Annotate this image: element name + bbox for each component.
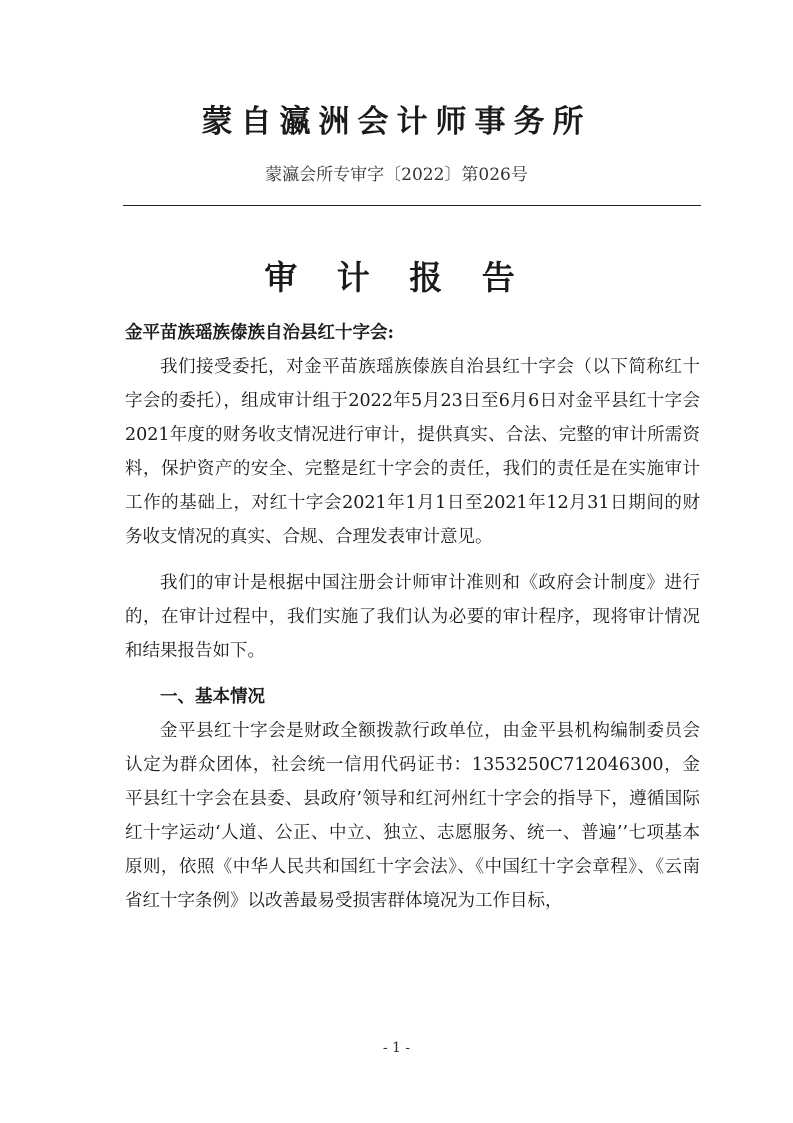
addressee: 金平苗族瑶族傣族自治县红十字会:: [125, 323, 394, 343]
section-heading-basic-info: 一、基本情况: [160, 687, 265, 707]
page-number: - 1 -: [382, 1040, 411, 1056]
firm-name: 蒙自瀛洲会计师事务所: [201, 104, 592, 140]
paragraph-basic-info: 金平县红十字会是财政全额拨款行政单位，由金平县机构编制委员会认定为群众团体，社会统一信用代码证书：1353250C712046300，金平县红十字会在县委、县政府’领导和红河州红十字会的指导下，遵循国际红十字运动‘人道、公正、中立、独立、志愿服务、统一、普遍’’七项基本原则，依照《中华人民共和国红十字会法》、《中国红十字会章程》、《云南省红十字条例》以改善最易受损害群体境况为工作目标，: [125, 721, 700, 911]
report-body: [125, 316, 700, 930]
paragraph-engagement: 我们接受委托，对金平苗族瑶族傣族自治县红十字会（以下简称红十字会的委托），组成审计组于2022年5月23日至6月6日对金平县红十字会2021年度的财务收支情况进行审计，提供真实、合法、完整的审计所需资料，保护资产的安全、完整是红十字会的责任，我们的责任是在实施审计工作的基础上，对红十字会2021年1月1日至2021年12月31日期间的财务收支情况的真实、合规、合理发表审计意见。: [125, 357, 700, 547]
paragraph-standards: 我们的审计是根据中国注册会计师审计准则和《政府会计制度》进行的，在审计过程中，我们实施了我们认为必要的审计程序，现将审计情况和结果报告如下。: [125, 573, 700, 661]
header-divider: [123, 205, 701, 206]
report-title: 审 计 报 告: [264, 258, 529, 297]
document-number: 蒙瀛会所专审字〔2022〕第026号: [265, 165, 528, 185]
